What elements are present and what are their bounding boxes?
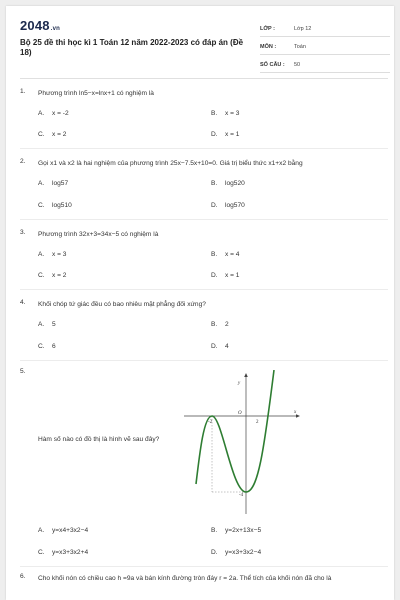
- question-separator: [20, 148, 388, 149]
- option-1b[interactable]: B. x = 3: [211, 110, 240, 117]
- y-axis-label: y: [238, 381, 241, 386]
- point-label-bottom: -4: [239, 493, 244, 498]
- option-5b[interactable]: B. y=2x+13x−5: [211, 527, 262, 534]
- point-label-left: -2: [208, 420, 213, 425]
- option-2d[interactable]: D. log570: [211, 202, 245, 209]
- meta-count: SỐ CÂU : 50: [260, 58, 390, 73]
- option-4b[interactable]: B. 2: [211, 321, 229, 328]
- exam-meta: [260, 22, 390, 76]
- option-4d[interactable]: D. 4: [211, 343, 229, 350]
- option-3b[interactable]: B. x = 4: [211, 251, 240, 258]
- option-5a[interactable]: A. y=x4+3x2−4: [38, 527, 89, 534]
- question-separator: [20, 219, 388, 220]
- option-3a[interactable]: A. x = 3: [38, 251, 67, 258]
- meta-subject: MÔN : Toán: [260, 40, 390, 55]
- exam-header: [20, 18, 390, 74]
- question-separator: [20, 289, 388, 290]
- question-separator: [20, 566, 388, 567]
- x-axis-arrow: [296, 414, 300, 418]
- option-1d[interactable]: D. x = 1: [211, 131, 240, 138]
- exam-page: 2048.vn Bộ 25 đề thi học kì 1 Toán 12 năm 2022-2023 có đáp án (Đề 18) LỚP : Lớp 12 MÔN : Toán SỐ CÂU : 50 1. Phương trình ln5−x=lnx+1 có nghiệm là A. x = -2 B. x = 3 C. x = 2 D. x = 1 2. Gọi x1 và x2 là hai nghiệm của phương trình 25x−7.5x+10=0. Giá trị biểu thức x1+x2 bằng A. log57 B. log520 C. log510 D. log570 3. Phương trình 32x+3=34x−5 có nghiệm là A. x = 3 B. x = 4 C. x = 2 D. x = 1 4. Khối chóp tứ giác đều có bao nhiêu mặt phẳng đối xứng? A. 5 B. 2 C. 6 D. 4 5. Hàm số nào có đồ thị là hình vẽ sau đây? y x O -2 2 -4 A. y=x4+3x2−4 B. y=2x+13x−5 C. y=x3+3x2+4 D. y=x3+3x2−4 6. Cho khối nón có chiều cao h =9a và bán kính đường tròn đáy r = 2a. Thể tích của khối nón đã cho là: [6, 6, 394, 600]
- option-4c[interactable]: C. 6: [38, 343, 56, 350]
- option-1c[interactable]: C. x = 2: [38, 131, 67, 138]
- function-curve: [196, 370, 274, 492]
- option-3c[interactable]: C. x = 2: [38, 272, 67, 279]
- point-label-top: 2: [256, 420, 259, 425]
- header-divider: [20, 78, 388, 79]
- option-3d[interactable]: D. x = 1: [211, 272, 240, 279]
- question-separator: [20, 360, 388, 361]
- option-2b[interactable]: B. log520: [211, 180, 245, 187]
- exam-title: Bộ 25 đề thi học kì 1 Toán 12 năm 2022-2023 có đáp án (Đề 18): [20, 38, 244, 57]
- option-5c[interactable]: C. y=x3+3x2+4: [38, 549, 89, 556]
- option-5d[interactable]: D. y=x3+3x2−4: [211, 549, 262, 556]
- function-graph: [184, 370, 308, 514]
- option-2a[interactable]: A. log57: [38, 180, 69, 187]
- option-1a[interactable]: A. x = -2: [38, 110, 69, 117]
- site-logo[interactable]: 2048.vn: [20, 18, 61, 33]
- x-axis-label: x: [294, 410, 297, 415]
- option-2c[interactable]: C. log510: [38, 202, 72, 209]
- meta-class: LỚP : Lớp 12: [260, 22, 390, 37]
- origin-label: O: [238, 411, 242, 416]
- option-4a[interactable]: A. 5: [38, 321, 56, 328]
- y-axis-arrow: [244, 373, 248, 377]
